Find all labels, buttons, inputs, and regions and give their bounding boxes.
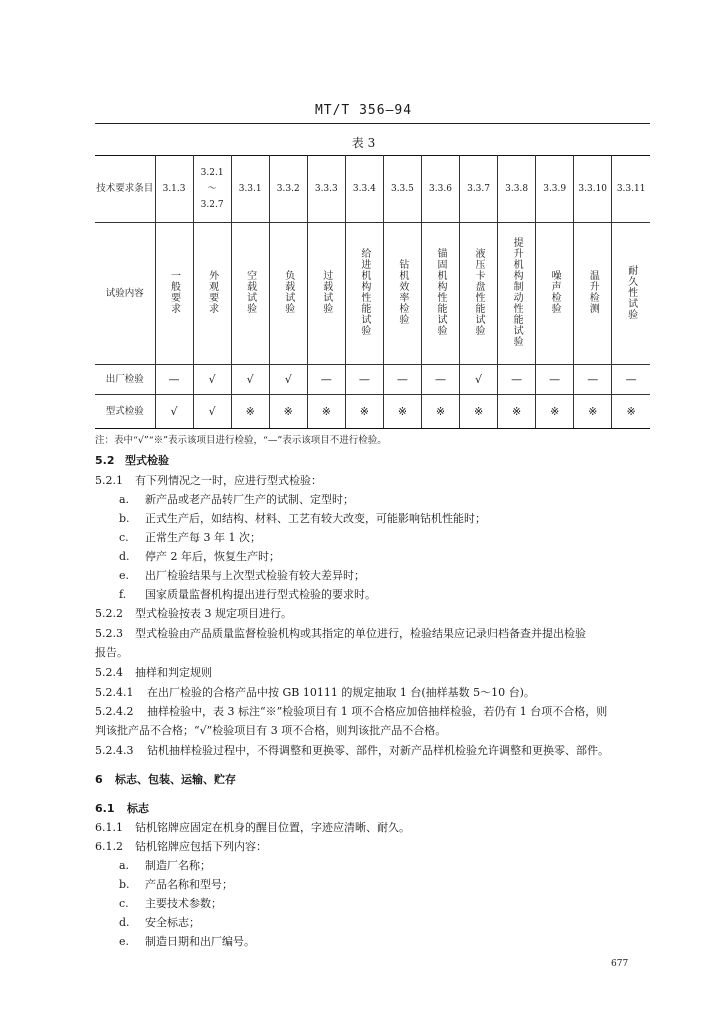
paragraph-6-1-1: 6.1.1 钻机铭牌应固定在机身的醒目位置，字迹应清晰、耐久。 [95,821,410,834]
mark-cell: — [612,365,650,395]
table-note: 注：表中“√”“※”表示该项目进行检验，“—”表示该项目不进行检验。 [95,435,387,446]
range-mid: ～ [207,184,217,194]
paragraph-6-1-2: 6.1.2 钻机铭牌应包括下列内容： [95,840,267,853]
clause-cell: 3.3.1 [231,156,269,223]
test-item: 耐久性试验 [625,264,637,320]
type-inspection-row [95,395,650,429]
mark-cell: ※ [345,395,383,429]
paragraph-5-2-2: 5.2.2 型式检验按表 3 规定项目进行。 [95,607,292,620]
test-item: 给进机构性能试验 [358,248,370,336]
mark-cell: ※ [460,395,498,429]
mark-cell: ※ [269,395,307,429]
section-heading-6: 6 标志、包装、运输、贮存 [95,773,236,786]
mark-cell: — [536,365,574,395]
clause-cell: 3.3.11 [612,156,650,223]
paragraph-5-2-4-1: 5.2.4.1 在出厂检验的合格产品中按 GB 10111 的规定抽取 1 台(抽样基数 5～10 台)。 [95,686,535,699]
page-number: 677 [611,959,629,969]
test-item: 负载试验 [282,270,294,314]
clause-cell: 3.3.7 [460,156,498,223]
list-item: e. 制造日期和出厂编号。 [119,935,255,948]
clause-cell: 3.3.9 [536,156,574,223]
list-item: a. 制造厂名称； [119,859,211,872]
mark-cell: √ [155,395,193,429]
list-item: b. 产品名称和型号； [119,878,233,891]
list-item: f. 国家质量监督机构提出进行型式检验的要求时。 [119,588,376,601]
list-item: a. 新产品或老产品转厂生产的试制、定型时； [119,493,354,506]
list-item: b. 正式生产后，如结构、材料、工艺有较大改变，可能影响钻机性能时； [119,512,486,525]
doc-code-header: MT/T 356—94 [314,103,413,118]
clause-cell: 3.3.2 [269,156,307,223]
test-item: 锚固机构性能试验 [434,248,446,336]
paragraph-5-2-4: 5.2.4 抽样和判定规则 [95,666,212,679]
mark-cell: √ [460,365,498,395]
row-label-type: 型式检验 [95,395,155,429]
header-rule [95,123,650,124]
test-content-row [95,223,650,365]
mark-cell: √ [231,365,269,395]
mark-cell: — [383,365,421,395]
paragraph-5-2-3: 5.2.3 型式检验由产品质量监督检验机构或其指定的单位进行，检验结果应记录归档备查并提出检验 [95,627,586,640]
clause-range-cell [193,156,231,223]
mark-cell: ※ [574,395,612,429]
mark-cell: ※ [231,395,269,429]
clause-cell: 3.3.4 [345,156,383,223]
list-item: e. 出厂检验结果与上次型式检验有较大差异时； [119,569,365,582]
paragraph-5-2-4-3: 5.2.4.3 钻机抽样检验过程中，不得调整和更换零、部件，对新产品样机检验允许调整和更换零、部件。 [95,744,609,757]
inspection-table [95,155,650,429]
clause-cell: 3.3.5 [383,156,421,223]
test-item: 空载试验 [244,270,256,314]
test-item: 温升检测 [587,270,599,314]
paragraph-5-2-4-2: 5.2.4.2 抽样检验中，表 3 标注“※”检验项目有 1 项不合格应加倍抽样检验，若仍有 1 台项不合格，则 [95,705,608,718]
row-label-factory: 出厂检验 [95,365,155,395]
mark-cell: — [574,365,612,395]
clause-cell: 3.3.8 [498,156,536,223]
list-item: d. 安全标志； [119,916,200,929]
mark-cell: — [498,365,536,395]
range-top: 3.2.1 [200,168,224,178]
paragraph-5-2-4-2-cont: 判该批产品不合格；“√”检验项目有 3 项不合格，则判该批产品不合格。 [95,724,447,737]
test-item: 钻机效率检验 [396,259,408,325]
mark-cell: ※ [421,395,459,429]
mark-cell: — [421,365,459,395]
mark-cell: ※ [536,395,574,429]
test-item: 噪声检验 [549,270,561,314]
row-label-test-content: 试验内容 [95,223,155,365]
paragraph-5-2-1: 5.2.1 有下列情况之一时，应进行型式检验： [95,474,322,487]
clause-row [95,156,650,223]
list-item: c. 主要技术参数； [119,897,222,910]
mark-cell: ※ [498,395,536,429]
list-item: c. 正常生产每 3 年 1 次； [119,531,261,544]
mark-cell: ※ [307,395,345,429]
test-item: 提升机构制动性能试验 [511,237,523,347]
test-item: 过载试验 [320,270,332,314]
test-item: 外观要求 [206,270,218,314]
mark-cell: — [155,365,193,395]
mark-cell: ※ [383,395,421,429]
row-label-requirement: 技术要求条目 [95,156,155,223]
clause-cell: 3.3.6 [421,156,459,223]
paragraph-5-2-3-cont: 报告。 [95,646,128,659]
clause-cell: 3.1.3 [155,156,193,223]
mark-cell: — [345,365,383,395]
list-item: d. 停产 2 年后，恢复生产时； [119,550,280,563]
mark-cell: √ [193,365,231,395]
mark-cell: ※ [612,395,650,429]
mark-cell: √ [193,395,231,429]
table-caption: 表 3 [351,136,376,150]
clause-cell: 3.3.3 [307,156,345,223]
test-item: 一般要求 [168,270,180,314]
mark-cell: — [307,365,345,395]
range-bot: 3.2.7 [200,200,224,210]
factory-inspection-row [95,365,650,395]
mark-cell: √ [269,365,307,395]
section-heading-5-2: 5.2 型式检验 [95,454,169,467]
clause-cell: 3.3.10 [574,156,612,223]
test-item: 液压卡盘性能试验 [473,248,485,336]
section-heading-6-1: 6.1 标志 [95,802,149,815]
